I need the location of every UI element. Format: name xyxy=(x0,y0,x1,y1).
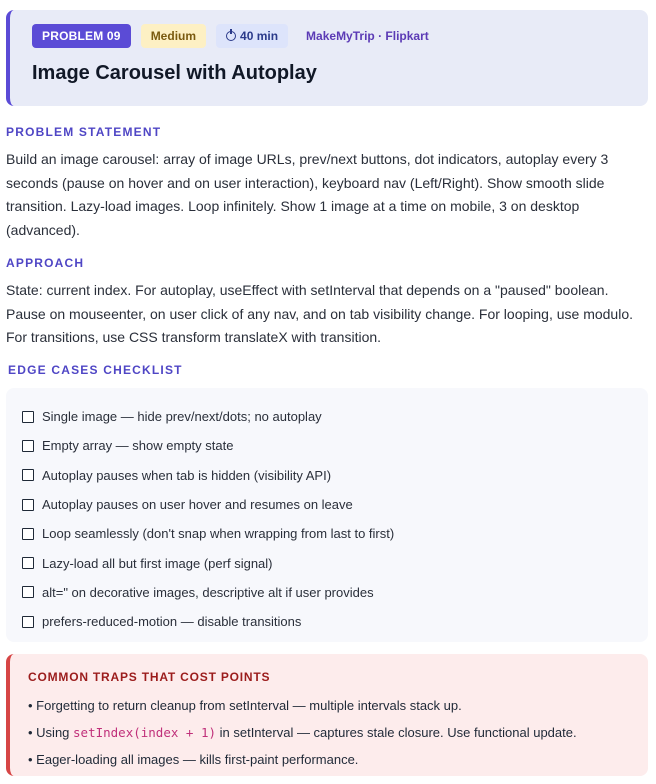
checklist-item-label: Empty array — show empty state xyxy=(42,438,234,454)
companies-label: MakeMyTrip · Flipkart xyxy=(306,29,429,43)
approach-heading: APPROACH xyxy=(6,256,85,270)
common-traps-list xyxy=(28,692,577,773)
checkbox-icon[interactable] xyxy=(22,528,34,540)
checkbox-icon[interactable] xyxy=(22,411,34,423)
trap-item: • Forgetting to return cleanup from setInterval — multiple intervals stack up. xyxy=(28,698,462,713)
problem-statement-heading: PROBLEM STATEMENT xyxy=(6,125,162,139)
tag-row xyxy=(32,24,437,48)
edge-cases-list xyxy=(22,402,394,636)
checklist-item-label: Lazy-load all but first image (perf signal) xyxy=(42,555,273,571)
difficulty-badge: Medium xyxy=(141,24,206,48)
checklist-item-label: prefers-reduced-motion — disable transitions xyxy=(42,614,302,630)
checkbox-icon[interactable] xyxy=(22,586,34,598)
edge-cases-heading: EDGE CASES CHECKLIST xyxy=(8,363,183,377)
common-traps-card xyxy=(6,654,648,776)
checklist-item[interactable] xyxy=(22,490,394,519)
trap-text: in setInterval — captures stale closure. Use functional update. xyxy=(216,725,577,740)
checkbox-icon[interactable] xyxy=(22,499,34,511)
page-title: Image Carousel with Autoplay xyxy=(32,62,317,84)
checklist-item[interactable] xyxy=(22,402,394,431)
problem-number-badge: PROBLEM 09 xyxy=(32,24,131,48)
common-traps-heading: COMMON TRAPS THAT COST POINTS xyxy=(28,670,271,684)
stopwatch-icon xyxy=(226,31,236,41)
trap-item: • Eager-loading all images — kills first-paint performance. xyxy=(28,752,359,767)
problem-statement-text: Build an image carousel: array of image URLs, prev/next buttons, dot indicators, autoplay every 3 seconds (pause on hover and on user interaction), keyboard nav (Left/Right). Show smooth slide transition. Lazy-load images. Loop infinitely. Show 1 image at a time on mobile, 3 on desktop (advanced). xyxy=(6,151,609,238)
checklist-item[interactable] xyxy=(22,519,394,548)
checkbox-icon[interactable] xyxy=(22,557,34,569)
time-badge xyxy=(216,24,288,48)
trap-item xyxy=(28,719,577,746)
trap-text: • Using xyxy=(28,725,74,740)
checklist-item[interactable] xyxy=(22,607,394,636)
checklist-item[interactable] xyxy=(22,578,394,607)
checklist-item-label: Autoplay pauses when tab is hidden (visibility API) xyxy=(42,467,332,483)
approach-text: State: current index. For autoplay, useEffect with setInterval that depends on a "paused" boolean. Pause on mouseenter, on user click of any nav, and on tab visibility change. For looping, use modulo. For transitions, use CSS transform translateX with transition. xyxy=(6,282,633,345)
checklist-item[interactable] xyxy=(22,548,394,577)
checkbox-icon[interactable] xyxy=(22,616,34,628)
checklist-item-label: alt=" on decorative images, descriptive alt if user provides xyxy=(42,584,374,600)
code-snippet: setIndex(index + 1) xyxy=(73,725,217,740)
edge-cases-card xyxy=(6,388,648,642)
checklist-item[interactable] xyxy=(22,461,394,490)
checklist-item-label: Autoplay pauses on user hover and resumes on leave xyxy=(42,497,353,513)
time-label: 40 min xyxy=(240,29,279,43)
checklist-item-label: Single image — hide prev/next/dots; no autoplay xyxy=(42,409,322,425)
checkbox-icon[interactable] xyxy=(22,469,34,481)
checkbox-icon[interactable] xyxy=(22,440,34,452)
problem-header xyxy=(6,10,648,106)
checklist-item-label: Loop seamlessly (don't snap when wrapping from last to first) xyxy=(42,526,395,542)
checklist-item[interactable] xyxy=(22,431,394,460)
